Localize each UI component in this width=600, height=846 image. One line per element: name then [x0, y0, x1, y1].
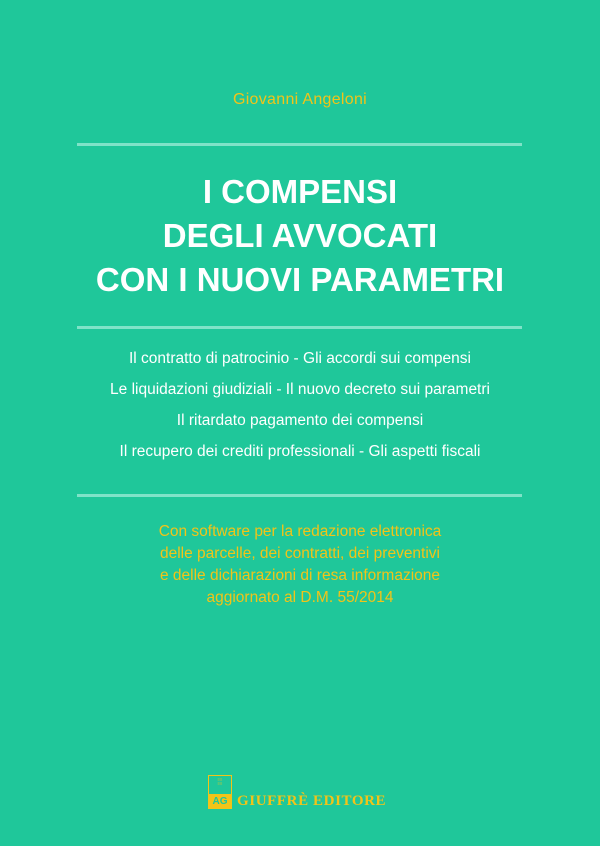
software-note — [0, 521, 600, 609]
publisher — [208, 775, 386, 809]
software-line: delle parcelle, dei contratti, dei preventivi — [159, 545, 440, 562]
topic-item: Il ritardato pagamento dei compensi — [176, 412, 424, 429]
divider-middle — [77, 326, 522, 329]
divider-bottom — [77, 494, 522, 497]
topic-item: Il recupero dei crediti professionali - Gli aspetti fiscali — [119, 443, 481, 460]
topic-item: Le liquidazioni giudiziali - Il nuovo decreto sui parametri — [110, 381, 490, 398]
author-name: Giovanni Angeloni — [232, 91, 368, 108]
software-line: e delle dichiarazioni di resa informazione — [159, 567, 440, 584]
title-line-3: CON I NUOVI PARAMETRI — [95, 261, 505, 298]
software-line: Con software per la redazione elettronica — [158, 523, 442, 540]
topic-item: Il contratto di patrocinio - Gli accordi sui compensi — [128, 350, 471, 367]
divider-top — [77, 143, 522, 146]
publisher-name: GIUFFRÈ EDITORE — [237, 793, 387, 809]
title-line-2: DEGLI AVVOCATI — [162, 217, 438, 254]
book-title — [0, 170, 600, 302]
software-line: aggiornato al D.M. 55/2014 — [206, 589, 394, 606]
title-line-1: I COMPENSI — [202, 173, 398, 210]
publisher-logo-icon: ≡≡ ≡≡ AG — [208, 775, 232, 809]
publisher-logo-text: AG — [209, 795, 231, 808]
topics-list — [0, 343, 600, 467]
